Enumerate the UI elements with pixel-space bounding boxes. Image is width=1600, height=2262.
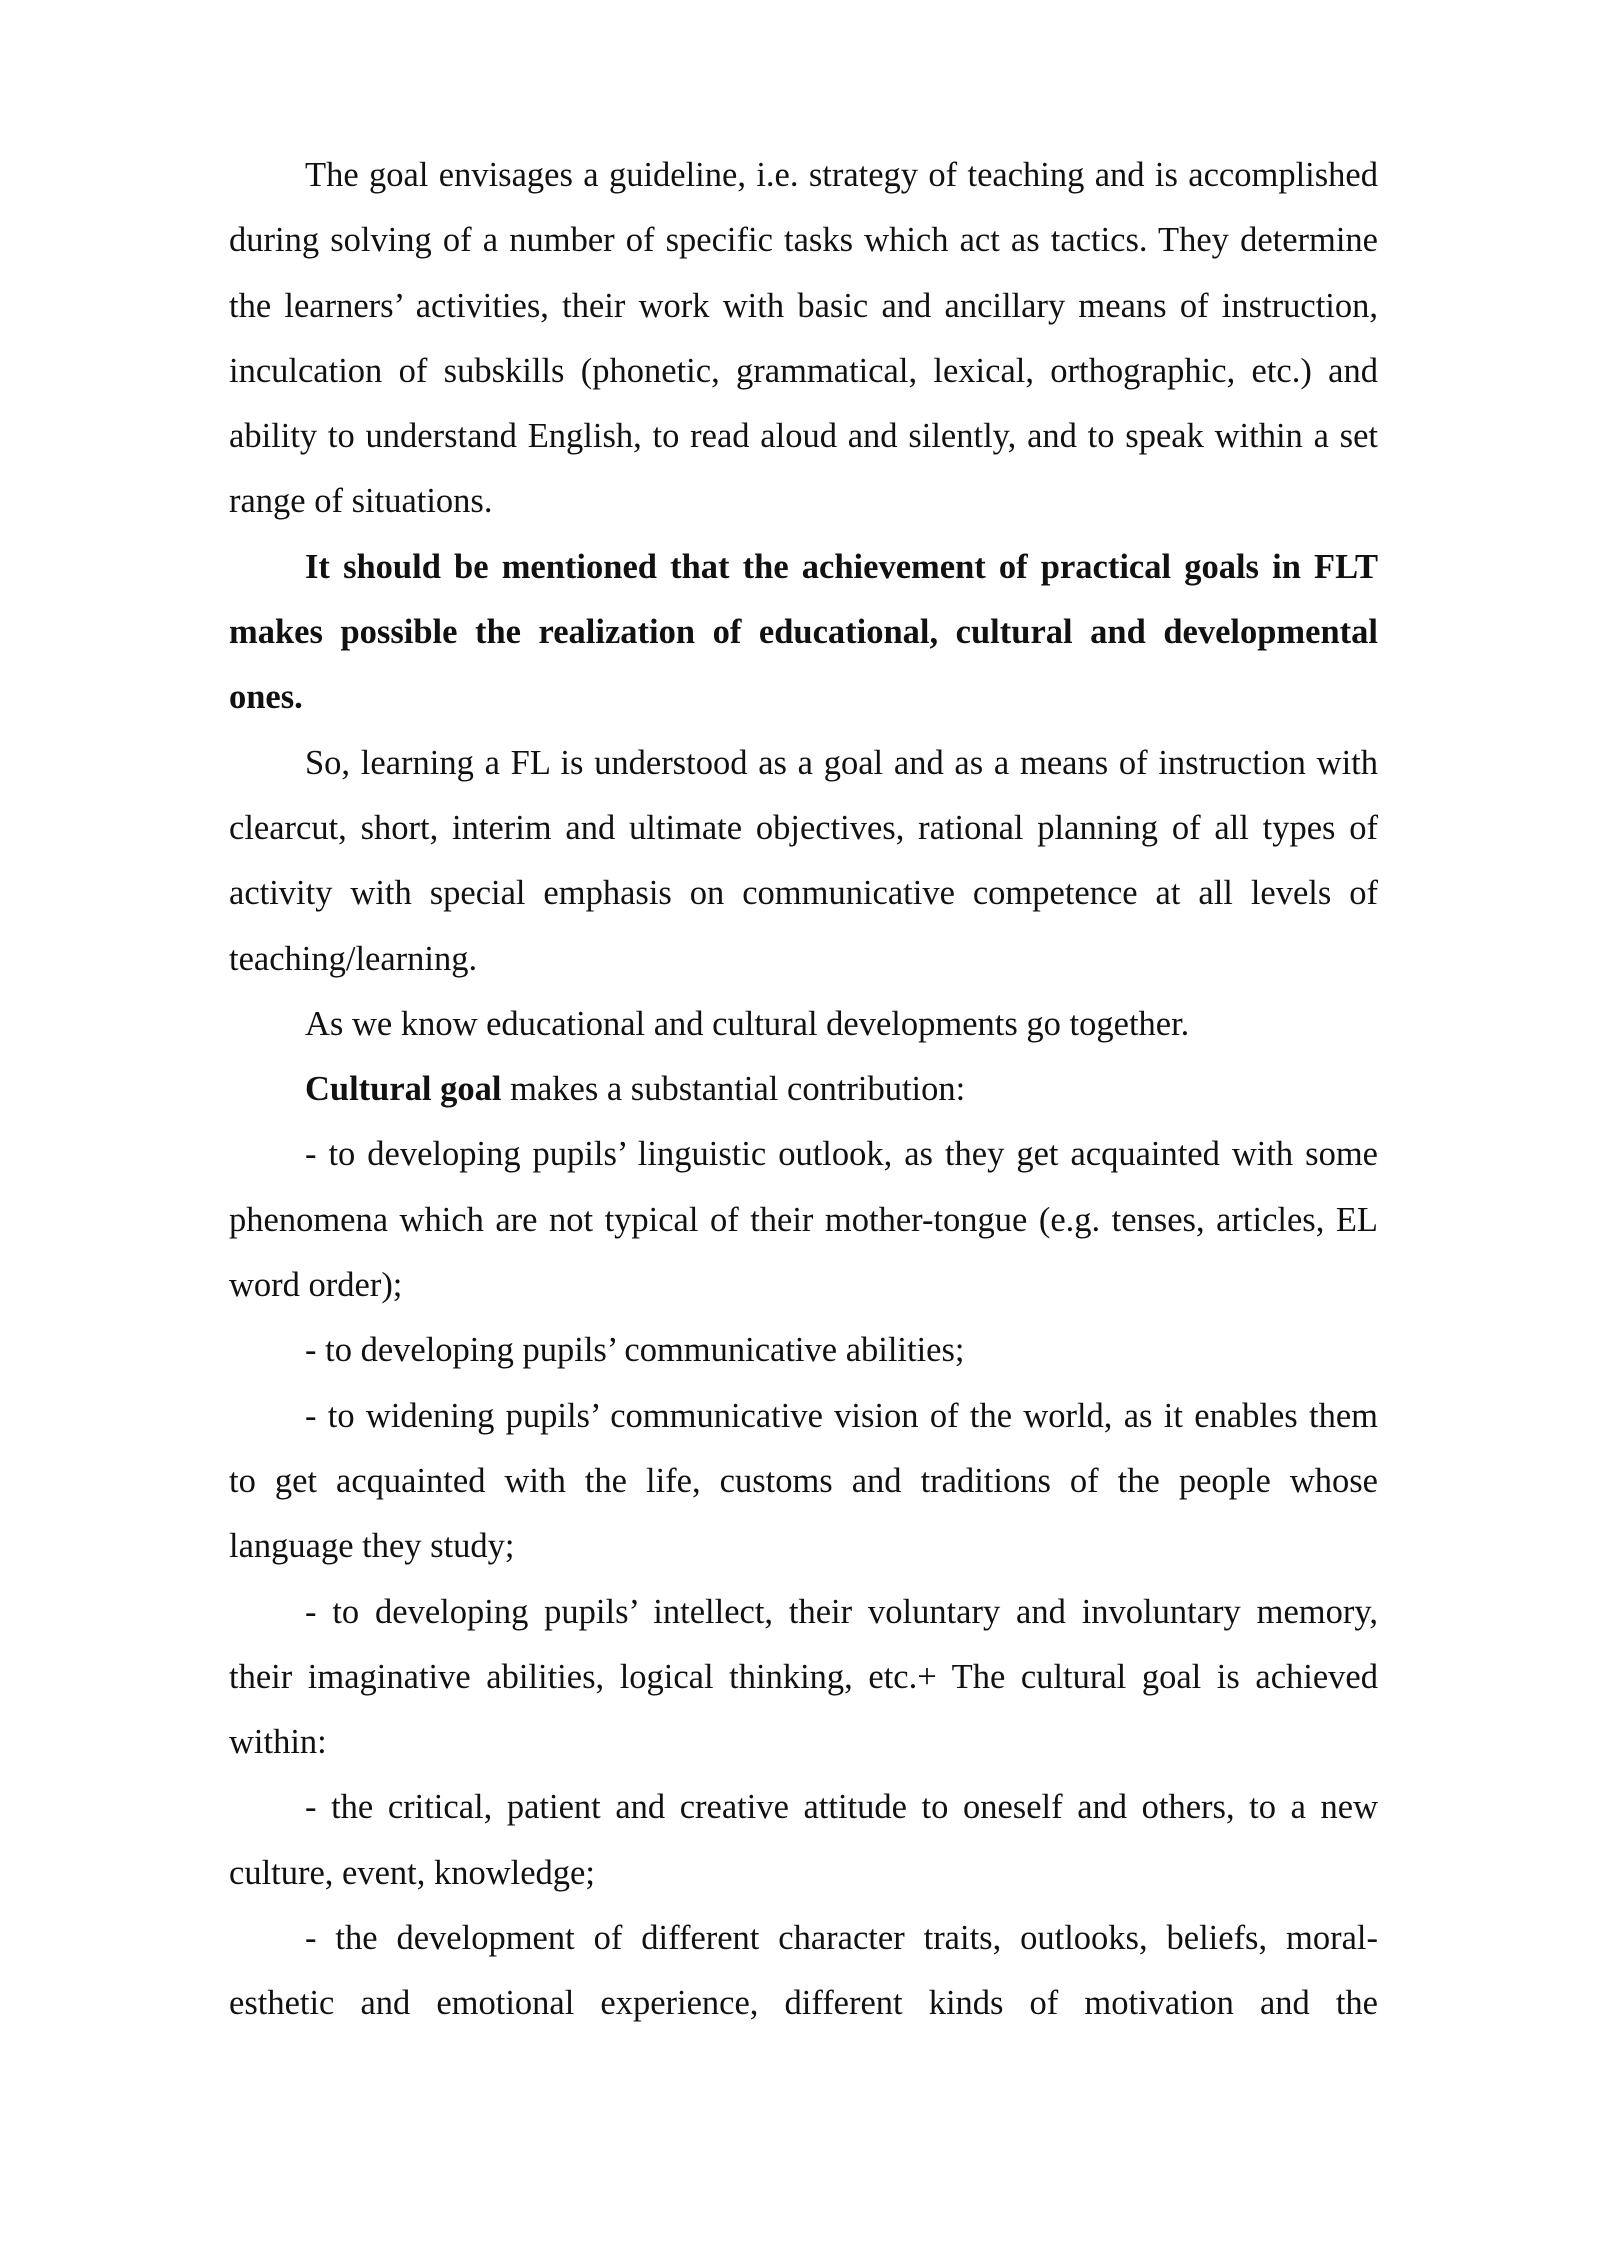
- paragraph-practical-goals-bold: It should be mentioned that the achievement of practical goals in FLT makes possible the realization of educational, cultural and developmental ones.: [229, 547, 1378, 717]
- paragraph-cultural-goal: [229, 1057, 1378, 1122]
- list-item-linguistic-outlook: - to developing pupils’ linguistic outlook, as they get acquainted with some phenomena which are not typical of their mother-tongue (e.g. tenses, articles, EL word order);: [229, 1135, 1378, 1305]
- list-item-vision-of-world: - to widening pupils’ communicative vision of the world, as it enables them to get acquainted with the life, customs and traditions of the people whose language they study;: [229, 1396, 1378, 1566]
- paragraph-goal-guideline: The goal envisages a guideline, i.e. strategy of teaching and is accomplished during solving of a number of specific tasks which act as tactics. They determine the learners’ activities, their work with basic and ancillary means of instruction, inculcation of subskills (phonetic, grammatical, lexical, orthographic, etc.) and ability to understand English, to read aloud and silently, and to speak within a set range of situations.: [229, 156, 1378, 521]
- cultural-goal-text: makes a substantial contribution:: [501, 1070, 966, 1109]
- document-page: [229, 143, 1378, 2037]
- list-item-critical-attitude: - the critical, patient and creative attitude to oneself and others, to a new culture, event, knowledge;: [229, 1788, 1378, 1892]
- paragraph-learning-fl: So, learning a FL is understood as a goal and as a means of instruction with clearcut, short, interim and ultimate objectives, rational planning of all types of activity with special emphasis on communicative competence at all levels of teaching/learning.: [229, 743, 1378, 978]
- paragraph-educational-cultural: As we know educational and cultural developments go together.: [305, 1004, 1190, 1043]
- list-item-character-traits: - the development of different character traits, outlooks, beliefs, moral-esthetic and emotional experience, different kinds of motivation and the: [229, 1919, 1378, 2023]
- list-item-intellect: - to developing pupils’ intellect, their voluntary and involuntary memory, their imaginative abilities, logical thinking, etc.+ The cultural goal is achieved within:: [229, 1592, 1378, 1762]
- list-item-communicative-abilities: - to developing pupils’ communicative abilities;: [305, 1331, 965, 1370]
- cultural-goal-term: Cultural goal: [305, 1070, 502, 1109]
